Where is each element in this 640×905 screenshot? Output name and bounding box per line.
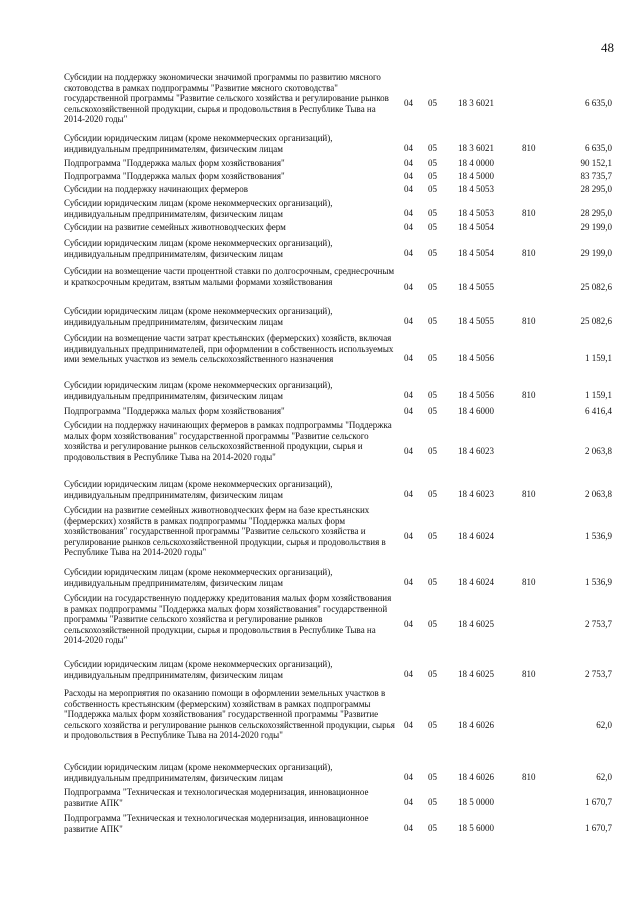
row-name: Субсидии юридическим лицам (кроме некоммерческих организаций), индивидуальным предпринимателям, физическим лицам [64, 306, 333, 327]
row-csr: 18 4 5053 [458, 184, 494, 194]
row-rz: 04 [404, 720, 413, 730]
row-rz: 04 [404, 316, 413, 326]
row-sum: 2 753,7 [585, 619, 612, 629]
row-rz: 04 [404, 171, 413, 181]
row-rz: 04 [404, 823, 413, 833]
row-name: Субсидии юридическим лицам (кроме некоммерческих организаций), индивидуальным предпринимателям, физическим лицам [64, 567, 333, 588]
row-vr: 810 [522, 143, 536, 153]
row-sum: 6 635,0 [585, 98, 612, 108]
row-prz: 05 [428, 208, 437, 218]
row-csr: 18 5 0000 [458, 797, 494, 807]
row-prz: 05 [428, 184, 437, 194]
row-vr: 810 [522, 489, 536, 499]
row-sum: 1 536,9 [585, 531, 612, 541]
page-number: 48 [601, 40, 614, 55]
row-prz: 05 [428, 489, 437, 499]
row-csr: 18 4 6023 [458, 489, 494, 499]
row-csr: 18 4 5055 [458, 282, 494, 292]
row-prz: 05 [428, 669, 437, 679]
row-csr: 18 4 6026 [458, 720, 494, 730]
row-prz: 05 [428, 143, 437, 153]
row-name: Субсидии юридическим лицам (кроме некоммерческих организаций), индивидуальным предпринимателям, физическим лицам [64, 133, 333, 154]
row-prz: 05 [428, 171, 437, 181]
row-prz: 05 [428, 797, 437, 807]
row-csr: 18 3 6021 [458, 143, 494, 153]
row-prz: 05 [428, 222, 437, 232]
row-sum: 1 670,7 [585, 823, 612, 833]
row-csr: 18 4 6026 [458, 772, 494, 782]
row-name: Подпрограмма "Техническая и технологическая модернизация, инновационное развитие АПК" [64, 787, 369, 808]
row-rz: 04 [404, 98, 413, 108]
row-vr: 810 [522, 772, 536, 782]
row-sum: 2 063,8 [585, 446, 612, 456]
row-name: Субсидии на поддержку экономически значимой программы по развитию мясного скотоводства в рамках подпрограммы "Развитие мясного скотоводства" государственной программы "Развитие сельского хозяйства и регулирование рынков сельскохозяйственной продукции, сырья и продовольствия в Республике Тыва на 2014-2020 годы" [64, 72, 389, 124]
row-rz: 04 [404, 772, 413, 782]
row-prz: 05 [428, 446, 437, 456]
row-name: Субсидии юридическим лицам (кроме некоммерческих организаций), индивидуальным предпринимателям, физическим лицам [64, 762, 333, 783]
row-sum: 62,0 [596, 720, 612, 730]
row-name: Подпрограмма "Поддержка малых форм хозяйствования" [64, 406, 285, 416]
row-sum: 25 082,6 [580, 282, 612, 292]
row-csr: 18 4 5054 [458, 222, 494, 232]
row-vr: 810 [522, 577, 536, 587]
row-prz: 05 [428, 316, 437, 326]
row-rz: 04 [404, 248, 413, 258]
row-rz: 04 [404, 446, 413, 456]
row-rz: 04 [404, 143, 413, 153]
row-name: Субсидии на поддержку начинающих фермеров [64, 184, 248, 194]
row-sum: 2 753,7 [585, 669, 612, 679]
row-csr: 18 4 6000 [458, 406, 494, 416]
row-rz: 04 [404, 222, 413, 232]
row-name: Субсидии юридическим лицам (кроме некоммерческих организаций), индивидуальным предпринимателям, физическим лицам [64, 479, 333, 500]
row-csr: 18 3 6021 [458, 98, 494, 108]
row-vr: 810 [522, 208, 536, 218]
row-csr: 18 5 6000 [458, 823, 494, 833]
row-csr: 18 4 6024 [458, 531, 494, 541]
row-sum: 83 735,7 [580, 171, 612, 181]
row-prz: 05 [428, 531, 437, 541]
row-sum: 25 082,6 [580, 316, 612, 326]
row-prz: 05 [428, 390, 437, 400]
row-name: Субсидии на возмещение части затрат крестьянских (фермерских) хозяйств, включая индивидуальных предпринимателей, при оформлении в собственность используемых ими земельных участков из земель сельскохозяйственного назначения [64, 333, 394, 364]
row-prz: 05 [428, 353, 437, 363]
row-name: Расходы на мероприятия по оказанию помощи в оформлении земельных участков в собственность крестьянским (фермерским) хозяйствам в рамках подпрограммы "Поддержка малых форм хозяйствования" государственной программы "Развитие сельского хозяйства и регулирование рынков сельскохозяйственной продукции, сырья и продовольствия в Республике Тыва на 2014-2020 годы" [64, 688, 395, 740]
row-name: Субсидии юридическим лицам (кроме некоммерческих организаций), индивидуальным предпринимателям, физическим лицам [64, 238, 333, 259]
row-rz: 04 [404, 619, 413, 629]
row-sum: 1 159,1 [585, 390, 612, 400]
row-rz: 04 [404, 158, 413, 168]
row-vr: 810 [522, 316, 536, 326]
row-csr: 18 4 5056 [458, 353, 494, 363]
row-rz: 04 [404, 669, 413, 679]
row-rz: 04 [404, 406, 413, 416]
row-name: Субсидии на возмещение части процентной ставки по долгосрочным, среднесрочным и краткосрочным кредитам, взятым малыми формами хозяйствования [64, 266, 395, 287]
row-rz: 04 [404, 390, 413, 400]
row-sum: 28 295,0 [580, 184, 612, 194]
row-vr: 810 [522, 248, 536, 258]
row-prz: 05 [428, 282, 437, 292]
row-rz: 04 [404, 184, 413, 194]
row-name: Подпрограмма "Техническая и технологическая модернизация, инновационное развитие АПК" [64, 813, 369, 834]
row-sum: 28 295,0 [580, 208, 612, 218]
row-name: Субсидии юридическим лицам (кроме некоммерческих организаций), индивидуальным предпринимателям, физическим лицам [64, 198, 333, 219]
row-csr: 18 4 5054 [458, 248, 494, 258]
row-rz: 04 [404, 797, 413, 807]
row-prz: 05 [428, 248, 437, 258]
row-prz: 05 [428, 619, 437, 629]
row-name: Субсидии юридическим лицам (кроме некоммерческих организаций), индивидуальным предпринимателям, физическим лицам [64, 380, 333, 401]
row-prz: 05 [428, 406, 437, 416]
row-sum: 1 536,9 [585, 577, 612, 587]
row-prz: 05 [428, 823, 437, 833]
row-csr: 18 4 6025 [458, 619, 494, 629]
row-sum: 6 635,0 [585, 143, 612, 153]
row-sum: 6 416,4 [585, 406, 612, 416]
row-prz: 05 [428, 98, 437, 108]
row-csr: 18 4 5053 [458, 208, 494, 218]
row-vr: 810 [522, 390, 536, 400]
row-sum: 2 063,8 [585, 489, 612, 499]
row-rz: 04 [404, 577, 413, 587]
row-prz: 05 [428, 720, 437, 730]
row-rz: 04 [404, 489, 413, 499]
row-name: Подпрограмма "Поддержка малых форм хозяйствования" [64, 171, 285, 181]
row-csr: 18 4 5055 [458, 316, 494, 326]
row-rz: 04 [404, 282, 413, 292]
row-sum: 29 199,0 [580, 248, 612, 258]
row-name: Подпрограмма "Поддержка малых форм хозяйствования" [64, 158, 285, 168]
row-csr: 18 4 6024 [458, 577, 494, 587]
row-sum: 62,0 [596, 772, 612, 782]
row-sum: 29 199,0 [580, 222, 612, 232]
row-vr: 810 [522, 669, 536, 679]
row-name: Субсидии юридическим лицам (кроме некоммерческих организаций), индивидуальным предпринимателям, физическим лицам [64, 659, 333, 680]
row-prz: 05 [428, 772, 437, 782]
row-rz: 04 [404, 208, 413, 218]
row-csr: 18 4 5000 [458, 171, 494, 181]
row-rz: 04 [404, 353, 413, 363]
row-name: Субсидии на поддержку начинающих фермеров в рамках подпрограммы "Поддержка малых форм хозяйствования" государственной программы "Развитие сельского хозяйства и регулирование рынков сельскохозяйственной продукции, сырья и продовольствия в Республике Тыва на 2014-2020 годы" [64, 420, 392, 462]
row-sum: 1 670,7 [585, 797, 612, 807]
row-name: Субсидии на развитие семейных животноводческих ферм на базе крестьянских (фермерских) хозяйств в рамках подпрограммы "Поддержка малых форм хозяйствования" государственной программы "Развитие сельского хозяйства и регулирование рынков сельскохозяйственной продукции, сырья и продовольствия в Республике Тыва на 2014-2020 годы" [64, 505, 386, 557]
row-csr: 18 4 6023 [458, 446, 494, 456]
row-sum: 1 159,1 [585, 353, 612, 363]
row-csr: 18 4 6025 [458, 669, 494, 679]
row-prz: 05 [428, 577, 437, 587]
row-name: Субсидии на государственную поддержку кредитования малых форм хозяйствования в рамках подпрограммы "Поддержка малых форм хозяйствования" государственной программы "Развитие сельского хозяйства и регулирование рынков сельскохозяйственной продукции, сырья и продовольствия в Республике Тыва на 2014-2020 годы" [64, 593, 392, 645]
row-sum: 90 152,1 [580, 158, 612, 168]
row-name: Субсидии на развитие семейных животноводческих ферм [64, 222, 286, 232]
row-rz: 04 [404, 531, 413, 541]
row-prz: 05 [428, 158, 437, 168]
row-csr: 18 4 5056 [458, 390, 494, 400]
row-csr: 18 4 0000 [458, 158, 494, 168]
